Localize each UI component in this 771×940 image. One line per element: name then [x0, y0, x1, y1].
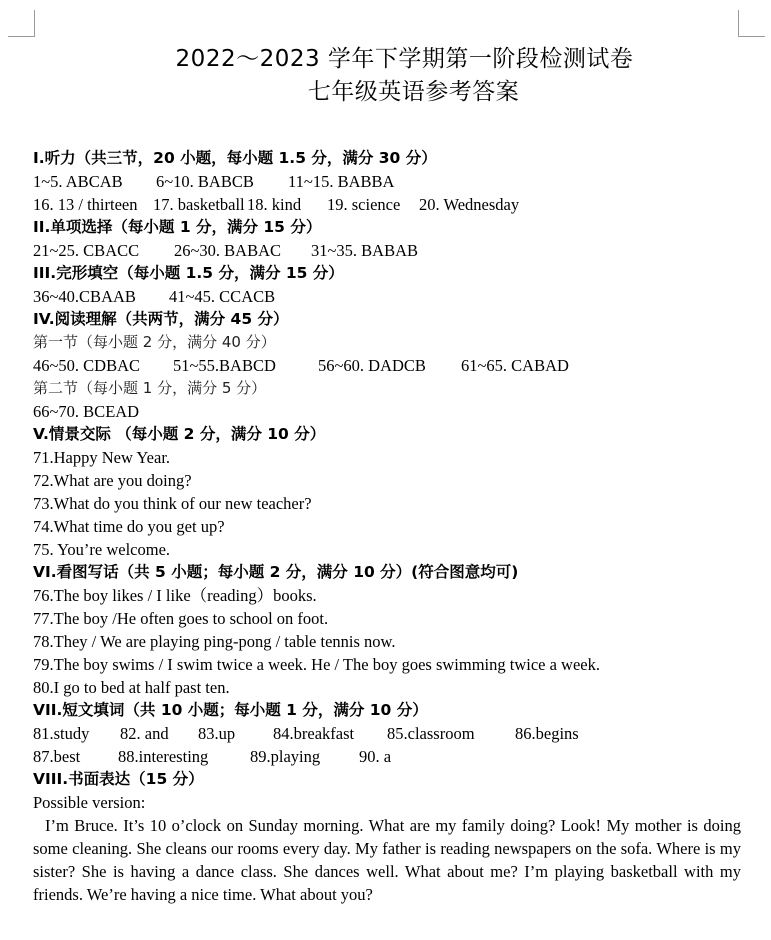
answer-group: 18. kind: [247, 195, 302, 214]
section-heading-listening: I.听力（共三节，20 小题，每小题 1.5 分，满分 30 分）: [33, 149, 437, 167]
answer-group: 17. basketball: [153, 195, 245, 214]
section-heading-writing: VIII.书面表达（15 分）: [33, 770, 204, 788]
answer-group: 88.interesting: [118, 747, 209, 766]
answer-group: 56~60. DADCB: [318, 356, 426, 375]
answer-line: 71.Happy New Year.: [33, 448, 171, 467]
answer-line: 78.They / We are playing ping-pong / table tennis now.: [33, 632, 396, 651]
answer-group: 6~10. BABCB: [156, 172, 254, 191]
answer-group: 81.study: [33, 724, 90, 743]
page-corner-mark-top-left: [8, 10, 35, 37]
subsection-heading: 第一节（每小题 2 分，满分 40 分）: [33, 333, 276, 351]
section-heading-cloze: III.完形填空（每小题 1.5 分，满分 15 分）: [33, 264, 344, 282]
answer-group: 46~50. CDBAC: [33, 356, 141, 375]
answer-group: 16. 13 / thirteen: [33, 195, 138, 214]
answer-line: 76.The boy likes / I like（reading）books.: [33, 586, 317, 605]
answer-group: 51~55.BABCD: [173, 356, 276, 375]
answer-line: 79.The boy swims / I swim twice a week. He / The boy goes swimming twice a week.: [33, 655, 600, 674]
answer-group: 90. a: [359, 747, 392, 766]
answer-group: 84.breakfast: [273, 724, 355, 743]
answer-group: 36~40.CBAAB: [33, 287, 136, 306]
answer-group: 87.best: [33, 747, 81, 766]
section-heading-multiple-choice: II.单项选择（每小题 1 分，满分 15 分）: [33, 218, 322, 236]
answer-group: 82. and: [120, 724, 169, 743]
answer-row: [33, 193, 743, 216]
answer-group: 89.playing: [250, 747, 321, 766]
section-heading-dialogue: V.情景交际 （每小题 2 分，满分 10 分）: [33, 425, 326, 443]
answer-group: 86.begins: [515, 724, 579, 743]
answer-row: [33, 400, 743, 423]
document-title: 2022～2023 学年下学期第一阶段检测试卷: [175, 46, 634, 72]
answer-row: [33, 722, 743, 745]
section-heading-word-fill: VII.短文填词（共 10 小题；每小题 1 分，满分 10 分）: [33, 701, 428, 719]
answer-group: 83.up: [198, 724, 236, 743]
answer-row: [33, 285, 743, 308]
answer-line: 77.The boy /He often goes to school on foot.: [33, 609, 329, 628]
answer-content: [33, 147, 743, 906]
answer-group: 21~25. CBACC: [33, 241, 140, 260]
answer-group: 19. science: [327, 195, 401, 214]
answer-line: 74.What time do you get up?: [33, 517, 225, 536]
possible-version-label: Possible version:: [33, 793, 146, 812]
subsection-heading: 第二节（每小题 1 分，满分 5 分）: [33, 379, 267, 397]
sample-essay: I’m Bruce. It’s 10 o’clock on Sunday morning. What are my family doing? Look! My mother is doing some cleaning. She cleans our rooms every day. My father is reading newspapers on the sofa. Where is my sister? She is having a dance class. She dances well. What about me? I’m playing basketball with my friends. We’re having a nice time. What about you?: [33, 816, 741, 904]
answer-row: [33, 354, 743, 377]
section-heading-picture-writing: VI.看图写话（共 5 小题；每小题 2 分，满分 10 分）(符合图意均可): [33, 563, 519, 581]
answer-group: 11~15. BABBA: [288, 172, 395, 191]
answer-group: 61~65. CABAD: [461, 356, 569, 375]
answer-row: [33, 170, 743, 193]
answer-group: 20. Wednesday: [419, 195, 520, 214]
answer-row: [33, 239, 743, 262]
answer-group: 31~35. BABAB: [311, 241, 419, 260]
document-subtitle: 七年级英语参考答案: [307, 79, 520, 105]
answer-group: 1~5. ABCAB: [33, 172, 123, 191]
section-heading-reading: IV.阅读理解（共两节，满分 45 分）: [33, 310, 289, 328]
answer-line: 80.I go to bed at half past ten.: [33, 678, 230, 697]
answer-line: 75. You’re welcome.: [33, 540, 171, 559]
answer-line: 73.What do you think of our new teacher?: [33, 494, 312, 513]
answer-group: 26~30. BABAC: [174, 241, 282, 260]
answer-group: 85.classroom: [387, 724, 475, 743]
answer-group: 66~70. BCEAD: [33, 402, 140, 421]
page-corner-mark-top-right: [738, 10, 765, 37]
answer-row: [33, 745, 743, 768]
answer-group: 41~45. CCACB: [169, 287, 276, 306]
answer-line: 72.What are you doing?: [33, 471, 192, 490]
